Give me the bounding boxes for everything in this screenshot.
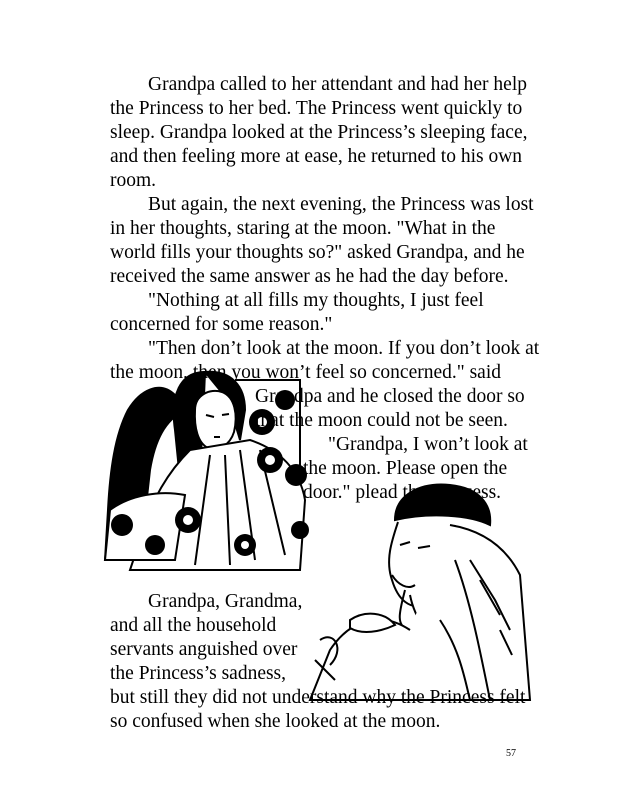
text-line: door." plead the Princess. bbox=[303, 482, 502, 503]
text-line: But again, the next evening, the Princess was lost bbox=[148, 194, 534, 215]
text-line: "Then don’t look at the moon. If you don’t look at bbox=[148, 338, 540, 359]
text-line: that the moon could not be seen. bbox=[255, 410, 508, 431]
text-line: the Princess to her bed. The Princess went quickly to bbox=[110, 98, 523, 119]
text-line: and then feeling more at ease, he returned to his own bbox=[110, 146, 523, 167]
text-line: room. bbox=[110, 170, 157, 191]
text-line: Grandpa and he closed the door so bbox=[255, 386, 525, 407]
grandpa-figure bbox=[310, 485, 530, 700]
text-line: sleep. Grandpa looked at the Princess’s sleeping face, bbox=[110, 122, 528, 143]
text-line: so confused when she looked at the moon. bbox=[110, 711, 441, 732]
text-line: and all the household bbox=[110, 615, 277, 636]
text-line: the moon, then you won’t feel so concerned." said bbox=[110, 362, 501, 383]
text-line: the Princess’s sadness, bbox=[110, 663, 287, 684]
text-line: concerned for some reason." bbox=[110, 314, 333, 335]
text-line: servants anguished over bbox=[110, 639, 298, 660]
text-line: Grandpa called to her attendant and had her help bbox=[148, 74, 528, 95]
text-line: the moon. Please open the bbox=[303, 458, 508, 479]
text-line: "Grandpa, I won’t look at bbox=[328, 434, 528, 455]
text-line: "Nothing at all fills my thoughts, I just feel bbox=[148, 290, 484, 311]
text-line: world fills your thoughts so?" asked Grandpa, and he bbox=[110, 242, 525, 263]
text-line: received the same answer as he had the day before. bbox=[110, 266, 509, 287]
text-line: Grandpa, Grandma, bbox=[148, 591, 303, 612]
page-number: 57 bbox=[506, 748, 516, 759]
text-line: in her thoughts, staring at the moon. "What in the bbox=[110, 218, 496, 239]
text-line: but still they did not understand why the Princess felt bbox=[110, 687, 526, 708]
